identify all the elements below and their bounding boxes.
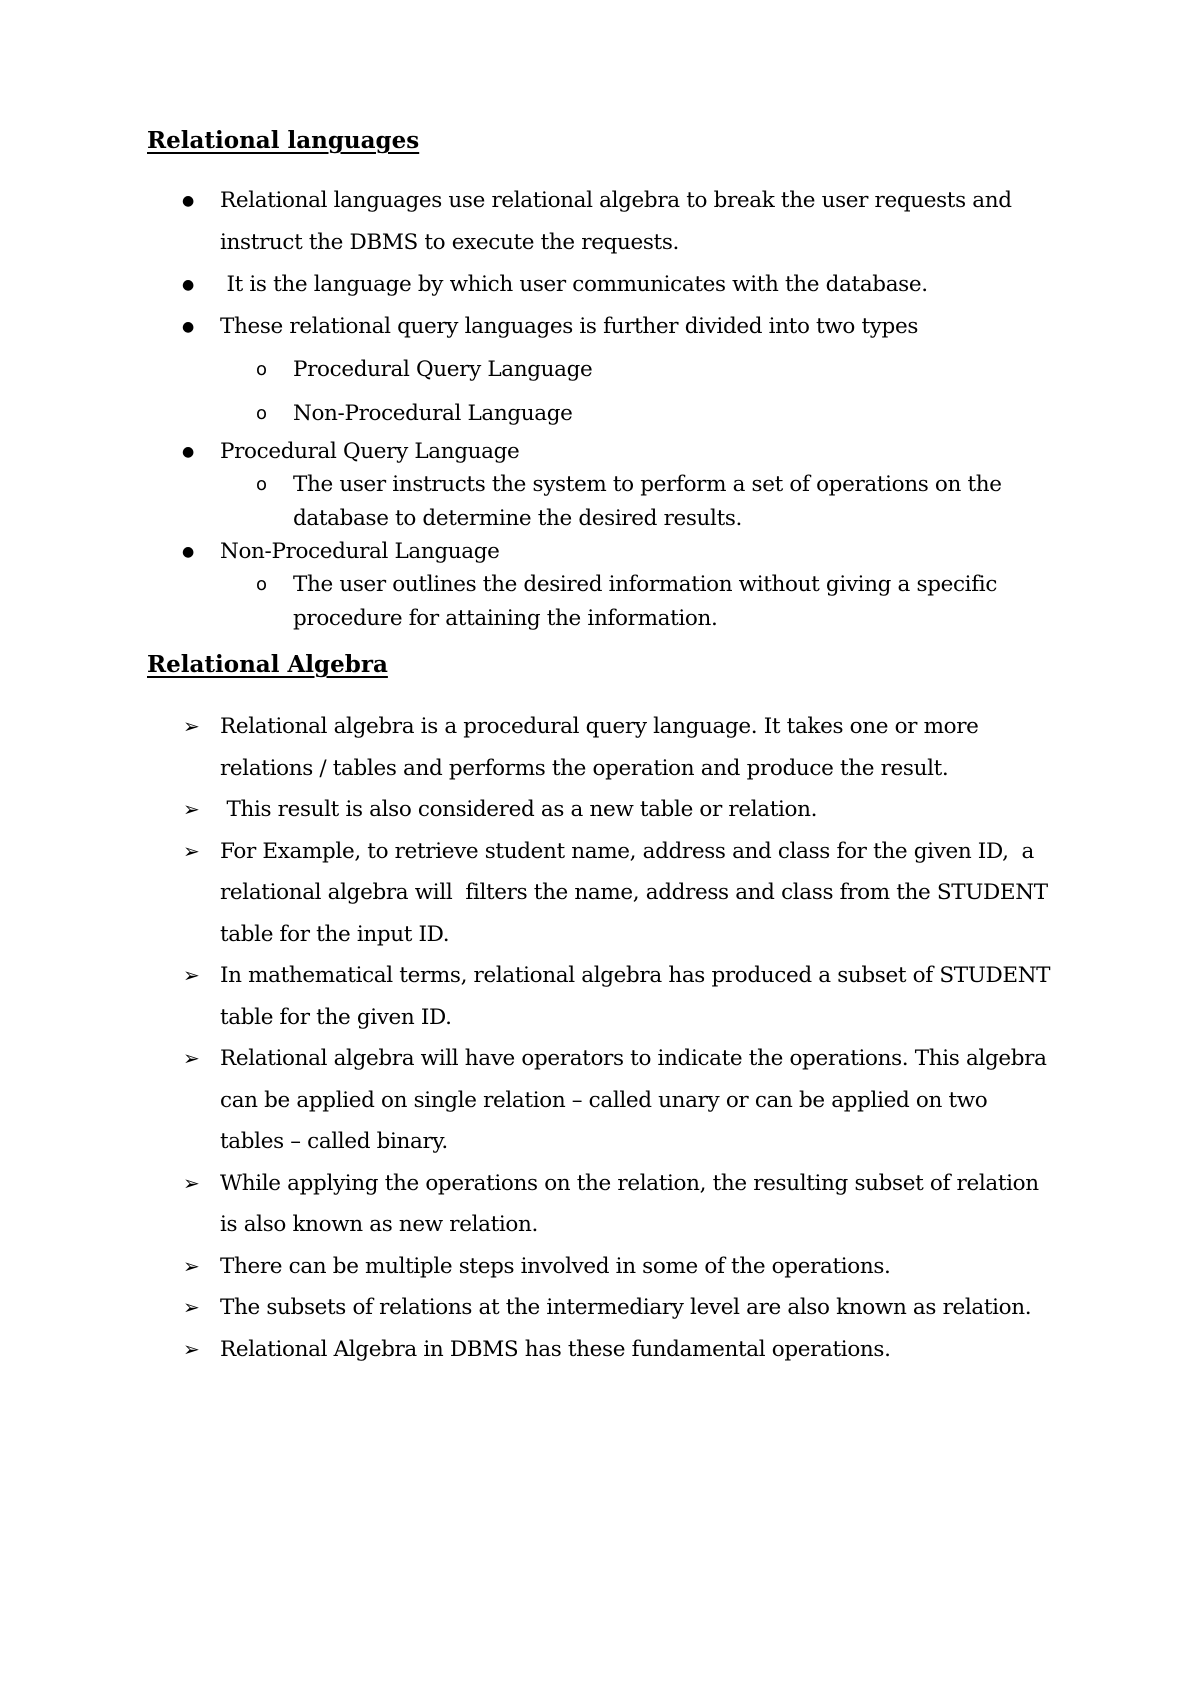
list-item-text: relations / tables and performs the operation and produce the result. xyxy=(220,755,949,781)
list-item xyxy=(0,1163,1200,1246)
sub-list-item-text: Non-Procedural Language xyxy=(293,401,573,426)
sub-list-container xyxy=(0,348,1200,436)
arrow-bullet-icon: ➢ xyxy=(183,797,200,821)
list-item-text: Non-Procedural Language xyxy=(220,539,500,564)
list-item-text: relational algebra will filters the name, address and class from the STUDENT xyxy=(220,880,1048,905)
sub-list-non-procedural xyxy=(0,568,1200,636)
list-item-text: This result is also considered as a new table or relation. xyxy=(220,797,818,822)
list-item-text: While applying the operations on the relation, the resulting subset of relation xyxy=(220,1170,1039,1196)
list-item-text: For Example, to retrieve student name, address and class for the given ID, a xyxy=(220,838,1034,864)
circle-bullet-icon: o xyxy=(256,574,267,595)
bullet-icon: ● xyxy=(182,193,194,209)
sub-list-item-text: The user outlines the desired information without giving a specific xyxy=(293,572,998,597)
list-item-text: Procedural Query Language xyxy=(220,439,520,464)
circle-bullet-icon: o xyxy=(256,474,267,495)
sub-list-item xyxy=(0,348,1200,392)
sub-list-procedural xyxy=(0,468,1200,536)
list-item-text: These relational query languages is further divided into two types xyxy=(220,314,919,339)
list-item-text: There can be multiple steps involved in some of the operations. xyxy=(220,1253,891,1279)
list-item-text: Relational Algebra in DBMS has these fundamental operations. xyxy=(220,1336,891,1362)
sub-list-item-text: procedure for attaining the information. xyxy=(293,606,718,631)
sub-list-types xyxy=(0,348,1200,436)
list-item xyxy=(0,180,1200,264)
arrow-bullet-icon: ➢ xyxy=(183,714,200,738)
list-item xyxy=(0,1038,1200,1163)
list-item-text: is also known as new relation. xyxy=(220,1212,538,1237)
bullet-icon: ● xyxy=(182,444,194,460)
list-item-text: Relational languages use relational algebra to break the user requests and xyxy=(220,188,1012,213)
sub-list-container xyxy=(0,468,1200,536)
arrow-bullet-icon: ➢ xyxy=(183,1253,200,1278)
list-item xyxy=(0,955,1200,1038)
list-item-text: The subsets of relations at the intermediary level are also known as relation. xyxy=(220,1295,1032,1320)
list-item-text: table for the input ID. xyxy=(220,921,450,947)
bullet-list-language-types xyxy=(0,436,1200,636)
sub-list-item-text: database to determine the desired results. xyxy=(293,506,743,531)
list-item-text: Relational algebra is a procedural query language. It takes one or more xyxy=(220,714,979,739)
sub-list-container xyxy=(0,568,1200,636)
list-item xyxy=(0,264,1200,306)
arrow-bullet-icon: ➢ xyxy=(183,963,200,987)
arrow-bullet-icon: ➢ xyxy=(183,1295,200,1319)
circle-bullet-icon: o xyxy=(256,359,267,380)
list-item-text: In mathematical terms, relational algebra has produced a subset of STUDENT xyxy=(220,963,1051,988)
arrow-bullet-icon: ➢ xyxy=(183,1046,200,1070)
arrow-bullet-icon: ➢ xyxy=(183,1170,200,1195)
list-item xyxy=(0,1287,1200,1329)
list-item-text: instruct the DBMS to execute the requests. xyxy=(220,230,679,255)
list-item-text: It is the language by which user communicates with the database. xyxy=(220,272,928,297)
list-item-text: table for the given ID. xyxy=(220,1004,452,1030)
sub-list-item xyxy=(0,568,1200,636)
bullet-icon: ● xyxy=(182,277,194,293)
bullet-icon: ● xyxy=(182,544,194,560)
list-item-text: can be applied on single relation – called unary or can be applied on two xyxy=(220,1087,988,1113)
list-item xyxy=(0,536,1200,568)
heading-relational-languages: Relational languages xyxy=(147,127,420,154)
bullet-icon: ● xyxy=(182,319,194,335)
list-item xyxy=(0,789,1200,831)
sub-list-item-text: The user instructs the system to perform a set of operations on the xyxy=(293,472,1002,497)
heading-relational-algebra: Relational Algebra xyxy=(147,651,388,678)
list-item xyxy=(0,1329,1200,1371)
arrow-bullet-icon: ➢ xyxy=(183,838,200,863)
list-item xyxy=(0,831,1200,956)
arrow-bullet-icon: ➢ xyxy=(183,1336,200,1361)
sub-list-item xyxy=(0,468,1200,536)
list-item-text: tables – called binary. xyxy=(220,1129,448,1154)
sub-list-item xyxy=(0,392,1200,436)
circle-bullet-icon: o xyxy=(256,403,267,424)
list-item xyxy=(0,436,1200,468)
sub-list-item-text: Procedural Query Language xyxy=(293,357,593,382)
arrow-list-relational-algebra xyxy=(0,706,1200,1370)
list-item xyxy=(0,1246,1200,1288)
list-item xyxy=(0,706,1200,789)
list-item xyxy=(0,306,1200,348)
bullet-list-relational-languages xyxy=(0,180,1200,436)
list-item-text: Relational algebra will have operators to indicate the operations. This algebra xyxy=(220,1046,1047,1071)
